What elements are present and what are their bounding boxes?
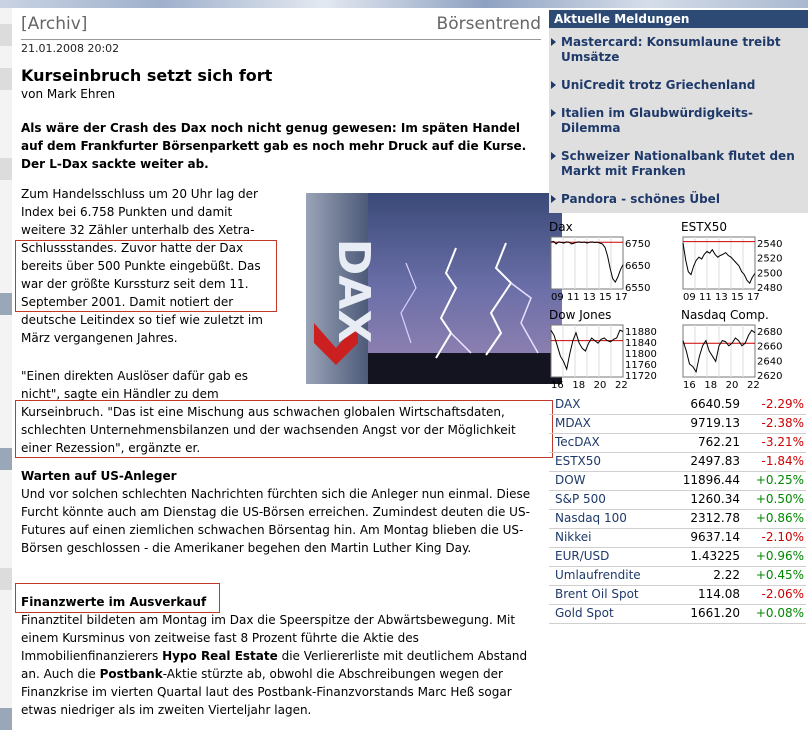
quote-name[interactable]: EUR/USD bbox=[555, 549, 610, 563]
chart-xtick-label: 11 bbox=[567, 292, 580, 303]
quote-name[interactable]: MDAX bbox=[555, 416, 591, 430]
quote-change: +0.86% bbox=[755, 511, 804, 525]
arrow-right-icon bbox=[551, 195, 556, 203]
chart-xtick-label: 22 bbox=[747, 380, 760, 391]
quote-row[interactable] bbox=[549, 452, 806, 472]
chart-xtick-label: 17 bbox=[615, 292, 628, 303]
news-item[interactable]: UniCredit trotz Griechenland bbox=[561, 78, 801, 93]
left-nav-tab[interactable] bbox=[0, 568, 12, 590]
left-nav-tab[interactable] bbox=[0, 24, 12, 46]
quote-change: -3.21% bbox=[761, 435, 804, 449]
company-link-postbank[interactable]: Postbank bbox=[99, 667, 163, 681]
chart-xtick-label: 09 bbox=[683, 292, 696, 303]
article-paragraph: Finanztitel bildeten am Montag im Dax die Speerspitze der Abwärtsbewegung. Mit einem Kursminus von zeitweise fast 8 Prozent führte die Aktie des Immobilienfinanzierers Hypo Real Estate die Verliererliste mit deutlichem Abstand an. Auch die Postbank-Aktie stürzte ab, obwohl die Abschreibungen wegen der Finanzkrise im vierten Quartal laut des Postbank-Finanzvorstands Marc Heß sogar etwas niedriger als im zweiten Vierteljahr lagen. bbox=[21, 613, 528, 717]
article-date: 21.01.2008 20:02 bbox=[21, 42, 120, 55]
arrow-right-icon bbox=[551, 38, 556, 46]
chart-ytick-label: 2520 bbox=[757, 253, 783, 265]
quote-row[interactable] bbox=[549, 471, 806, 491]
chart-ytick-label: 2500 bbox=[757, 268, 783, 280]
chart-ytick-label: 2660 bbox=[757, 341, 783, 353]
subheading-us-anleger: Warten auf US-Anleger bbox=[21, 469, 177, 483]
article-paragraph: Kurseinbruch. "Das ist eine Mischung aus schwachen globalen Wirtschaftsdaten, schlechten Unternehmensbilanzen und der wachsenden Angst vor der Möglichkeit einer Rezession", ergänzte er. bbox=[21, 405, 516, 455]
quote-value: 9719.13 bbox=[690, 416, 740, 430]
left-nav-tab[interactable] bbox=[0, 68, 12, 90]
quote-change: -2.29% bbox=[761, 397, 804, 411]
chart-xtick-label: 15 bbox=[599, 292, 612, 303]
chart-ytick-label: 11840 bbox=[625, 338, 657, 349]
chart-xtick-label: 20 bbox=[593, 380, 607, 391]
article-lead: Als wäre der Crash des Dax noch nicht genug gewesen: Im späten Handel auf dem Frankfurter Börsenparkett gab es noch mehr Druck auf die Kurse. Der L-Dax sackte weiter ab. bbox=[21, 121, 527, 171]
quote-change: -2.38% bbox=[761, 416, 804, 430]
chart-xtick-label: 18 bbox=[572, 380, 586, 391]
chart-ytick-label: 6650 bbox=[625, 261, 651, 272]
chart-xtick-label: 13 bbox=[583, 292, 596, 303]
quote-value: 2.22 bbox=[713, 568, 740, 582]
quote-name[interactable]: Umlaufrendite bbox=[555, 568, 641, 582]
chart-xtick-label: 15 bbox=[731, 292, 744, 303]
chart-ytick-label: 2680 bbox=[757, 327, 783, 338]
article-paragraph: Zum Handelsschluss um 20 Uhr lag der Index bei 6.758 Punkten und damit weitere 32 Zähler unterhalb des Xetra-Schlussstandes. Zuvor hatte der Dax bereits über 500 Punkte eingebüßt. Das war der größte Kurssturz seit dem 11. September 2001. Damit notiert der deutsche Leitindex so tief wie zuletzt im März vergangenen Jahres. bbox=[21, 187, 263, 345]
chart-ytick-label: 2640 bbox=[757, 356, 783, 368]
quote-row[interactable] bbox=[549, 490, 806, 510]
mini-chart-estx50[interactable] bbox=[681, 220, 808, 308]
quote-value: 1260.34 bbox=[690, 492, 740, 506]
archiv-link[interactable]: [Archiv] bbox=[21, 14, 88, 34]
quote-row[interactable] bbox=[549, 528, 806, 548]
quote-change: -2.06% bbox=[761, 587, 804, 601]
quote-value: 11896.44 bbox=[682, 473, 740, 487]
chart-title: Nasdaq Comp. bbox=[681, 308, 769, 322]
chart-xtick-label: 18 bbox=[704, 380, 718, 391]
highlight-box bbox=[15, 583, 220, 613]
quote-name[interactable]: Nikkei bbox=[555, 530, 592, 544]
mini-chart-dax[interactable] bbox=[549, 220, 679, 308]
quote-name[interactable]: Gold Spot bbox=[555, 606, 614, 620]
quote-value: 762.21 bbox=[698, 435, 740, 449]
left-nav-tab[interactable] bbox=[0, 293, 12, 315]
article-paragraph: Und vor solchen schlechten Nachrichten fürchten sich die Anleger nun einmal. Diese Furcht könnte auch am Dienstag die US-Börsen erreichen. Zumindest deuten die US-Futures auf einen ziemlichen schwachen Börsentag hin. Am Montag blieben die US-Börsen geschlossen - die Amerikaner begehen den Martin Luther King Day. bbox=[21, 487, 531, 555]
quote-change: +0.25% bbox=[755, 473, 804, 487]
news-header: Aktuelle Meldungen bbox=[549, 10, 808, 28]
chart-xtick-label: 16 bbox=[551, 380, 564, 391]
header-divider bbox=[21, 39, 541, 40]
quote-row[interactable] bbox=[549, 433, 806, 453]
chart-ytick-label: 2480 bbox=[757, 283, 783, 294]
left-nav-tab[interactable] bbox=[0, 708, 12, 730]
arrow-right-icon bbox=[551, 81, 556, 89]
quote-row[interactable] bbox=[549, 509, 806, 529]
quote-change: +0.50% bbox=[755, 492, 804, 506]
quote-value: 2497.83 bbox=[690, 454, 740, 468]
quote-row[interactable] bbox=[549, 585, 806, 605]
chart-plot bbox=[549, 323, 679, 395]
quote-name[interactable]: TecDAX bbox=[555, 435, 600, 449]
news-item[interactable]: Pandora - schönes Übel bbox=[561, 192, 801, 207]
dax-image-svg bbox=[306, 193, 562, 384]
quote-change: +0.45% bbox=[755, 568, 804, 582]
right-column bbox=[549, 0, 808, 724]
quote-name[interactable]: Brent Oil Spot bbox=[555, 587, 639, 601]
highlight-box bbox=[15, 400, 553, 458]
left-nav-tab[interactable] bbox=[0, 448, 12, 470]
news-list bbox=[549, 28, 808, 213]
highlight-box bbox=[15, 240, 277, 312]
quote-name[interactable]: ESTX50 bbox=[555, 454, 602, 468]
chart-xtick-label: 20 bbox=[725, 380, 739, 391]
chart-xtick-label: 17 bbox=[747, 292, 760, 303]
chart-xtick-label: 11 bbox=[699, 292, 712, 303]
article-author: von Mark Ehren bbox=[21, 87, 116, 101]
chart-ytick-label: 11800 bbox=[625, 349, 657, 360]
chart-title: Dow Jones bbox=[549, 308, 612, 322]
quote-row[interactable] bbox=[549, 547, 806, 567]
quote-change: +0.08% bbox=[755, 606, 804, 620]
chart-ytick-label: 11760 bbox=[625, 360, 657, 371]
chart-ytick-label: 6550 bbox=[625, 283, 651, 294]
news-item[interactable]: Schweizer Nationalbank flutet den Markt mit Franken bbox=[561, 149, 801, 179]
quote-value: 114.08 bbox=[698, 587, 740, 601]
quote-value: 6640.59 bbox=[690, 397, 740, 411]
chart-ytick-label: 6750 bbox=[625, 239, 651, 250]
chart-xtick-label: 09 bbox=[551, 292, 564, 303]
quote-row[interactable] bbox=[549, 414, 806, 434]
quote-name[interactable]: Nasdaq 100 bbox=[555, 511, 627, 525]
quote-name[interactable]: DAX bbox=[555, 397, 581, 411]
quote-row[interactable] bbox=[549, 566, 806, 586]
left-nav-tab[interactable] bbox=[0, 158, 12, 180]
chart-ytick-label: 11880 bbox=[625, 327, 657, 338]
chart-plot bbox=[549, 235, 679, 307]
quote-row[interactable] bbox=[549, 395, 806, 415]
quote-value: 2312.78 bbox=[690, 511, 740, 525]
arrow-right-icon bbox=[551, 109, 556, 117]
chart-xtick-label: 22 bbox=[615, 380, 628, 391]
dax-image-text: DAX bbox=[328, 238, 379, 344]
quote-value: 9637.14 bbox=[690, 530, 740, 544]
chart-ytick-label: 11720 bbox=[625, 371, 657, 382]
section-title: Börsentrend bbox=[436, 14, 541, 34]
chart-title: ESTX50 bbox=[681, 220, 728, 234]
chart-title: Dax bbox=[549, 220, 573, 234]
mini-chart-nasdaq[interactable] bbox=[681, 308, 808, 396]
subheading-finanzwerte: Finanzwerte im Ausverkauf bbox=[21, 595, 207, 609]
news-item[interactable]: Italien im Glaubwürdigkeits-Dilemma bbox=[561, 106, 801, 136]
left-nav-strip bbox=[0, 8, 12, 724]
quote-row[interactable] bbox=[549, 604, 806, 624]
quote-name[interactable]: S&P 500 bbox=[555, 492, 606, 506]
news-item[interactable]: Mastercard: Konsumlaune treibt Umsätze bbox=[561, 35, 801, 65]
chart-xtick-label: 16 bbox=[683, 380, 696, 391]
quote-change: +0.96% bbox=[755, 549, 804, 563]
quote-value: 1661.20 bbox=[690, 606, 740, 620]
quote-change: -1.84% bbox=[761, 454, 804, 468]
chart-ytick-label: 2540 bbox=[757, 239, 783, 250]
article-headline: Kurseinbruch setzt sich fort bbox=[21, 66, 273, 85]
quote-value: 1.43225 bbox=[690, 549, 740, 563]
arrow-right-icon bbox=[551, 152, 556, 160]
chart-plot bbox=[681, 323, 808, 395]
chart-xtick-label: 13 bbox=[715, 292, 728, 303]
dax-lightning-image bbox=[306, 193, 562, 384]
company-link-hypo-real-estate[interactable]: Hypo Real Estate bbox=[162, 649, 278, 663]
article-paragraph: "Einen direkten Auslöser dafür gab es nicht", sagte ein Händler zu dem bbox=[21, 369, 249, 401]
chart-plot bbox=[681, 235, 808, 307]
quote-change: -2.10% bbox=[761, 530, 804, 544]
chart-ytick-label: 2620 bbox=[757, 371, 783, 382]
quote-name[interactable]: DOW bbox=[555, 473, 586, 487]
mini-chart-dow-jones[interactable] bbox=[549, 308, 679, 396]
